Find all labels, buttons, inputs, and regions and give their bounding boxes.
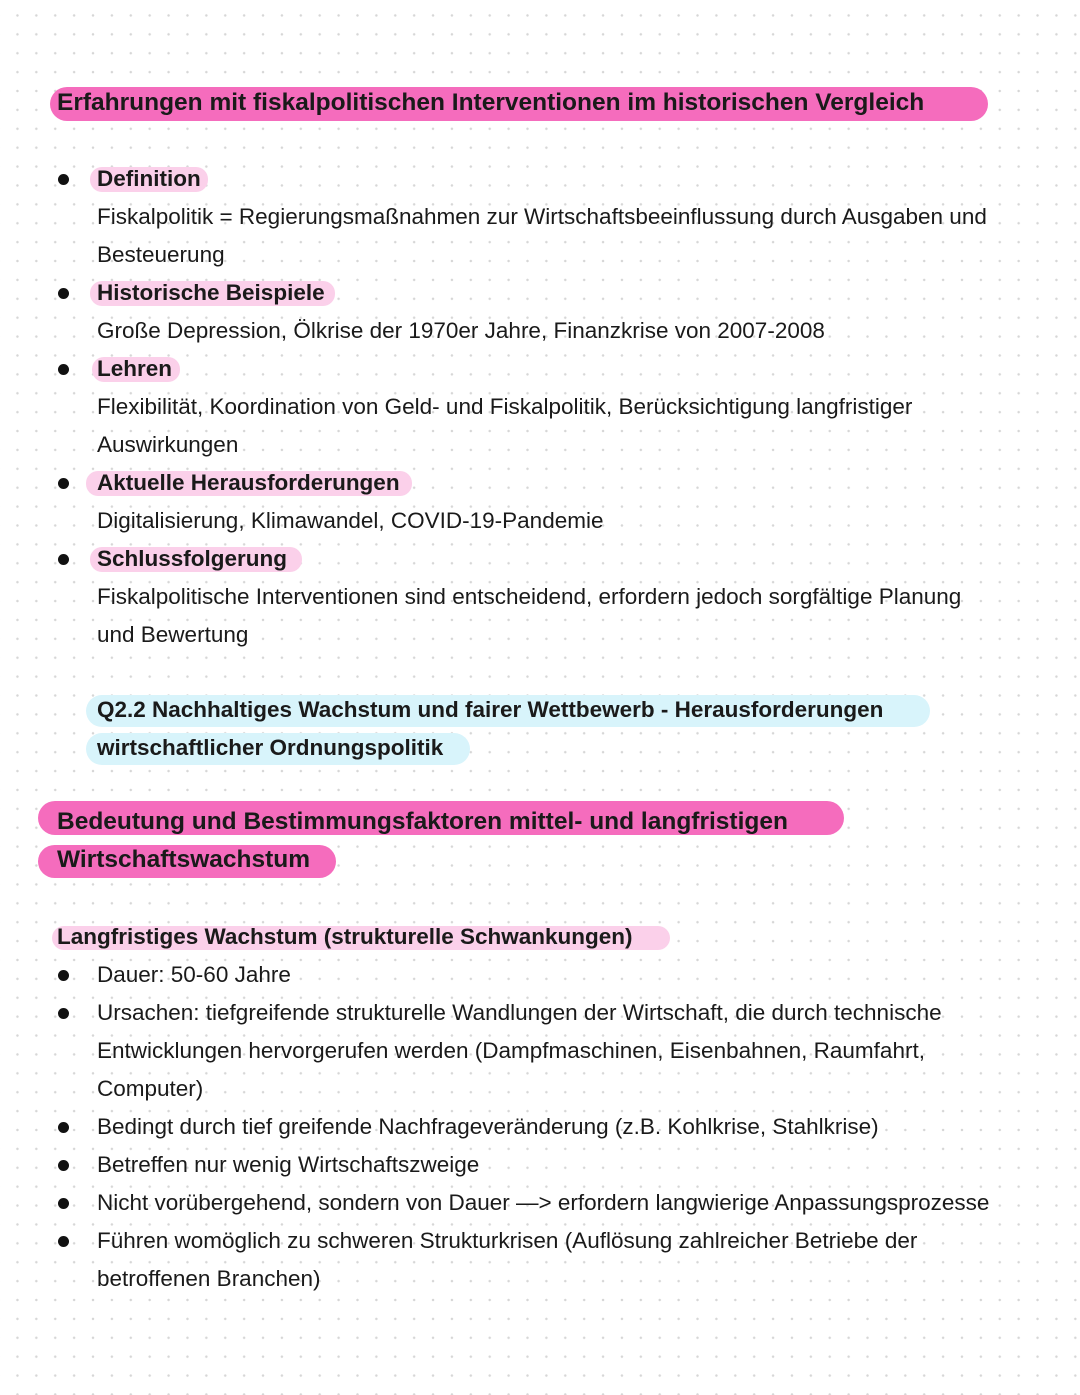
bullet-dot	[58, 478, 69, 489]
bullet-dot	[58, 1236, 69, 1247]
item-heading-definition: Definition	[97, 166, 201, 191]
item-text: Fiskalpolitik = Regierungsmaßnahmen zur Wirtschaftsbeeinflussung durch Ausgaben und	[97, 204, 987, 229]
section2-title: Bedeutung und Bestimmungsfaktoren mittel- und langfristigen	[57, 808, 788, 835]
item-text: Auswirkungen	[97, 432, 239, 457]
bullet-text: Computer)	[97, 1076, 204, 1101]
bullet-dot	[58, 1008, 69, 1019]
bullet-text: Bedingt durch tief greifende Nachfrageveränderung (z.B. Kohlkrise, Stahlkrise)	[97, 1114, 879, 1139]
item-heading-historische-beispiele: Historische Beispiele	[97, 280, 325, 305]
bullet-text: Nicht vorübergehend, sondern von Dauer —> erfordern langwierige Anpassungsprozesse	[97, 1190, 990, 1215]
item-text: Große Depression, Ölkrise der 1970er Jahre, Finanzkrise von 2007-2008	[97, 318, 825, 343]
bullet-dot	[58, 364, 69, 375]
bullet-text: Ursachen: tiefgreifende strukturelle Wandlungen der Wirtschaft, die durch technische	[97, 1000, 942, 1025]
bullet-dot	[58, 1198, 69, 1209]
bullet-dot	[58, 970, 69, 981]
subheading: Langfristiges Wachstum (strukturelle Schwankungen)	[57, 924, 633, 949]
bullet-dot	[58, 288, 69, 299]
item-text: Flexibilität, Koordination von Geld- und Fiskalpolitik, Berücksichtigung langfristiger	[97, 394, 913, 419]
item-text: Digitalisierung, Klimawandel, COVID-19-Pandemie	[97, 508, 604, 533]
section1-title: Erfahrungen mit fiskalpolitischen Interventionen im historischen Vergleich	[57, 89, 925, 116]
item-text: und Bewertung	[97, 622, 249, 647]
item-text: Fiskalpolitische Interventionen sind entscheidend, erfordern jedoch sorgfältige Planung	[97, 584, 962, 609]
bullet-text: Betreffen nur wenig Wirtschaftszweige	[97, 1152, 480, 1177]
bullet-dot	[58, 1122, 69, 1133]
bullet-dot	[58, 174, 69, 185]
bullet-text: Entwicklungen hervorgerufen werden (Dampfmaschinen, Eisenbahnen, Raumfahrt,	[97, 1038, 925, 1063]
bullet-dot	[58, 1160, 69, 1171]
item-heading-schlussfolgerung: Schlussfolgerung	[97, 546, 288, 571]
item-text: Besteuerung	[97, 242, 225, 267]
chapter-title: wirtschaftlicher Ordnungspolitik	[97, 735, 444, 760]
item-heading-aktuelle-herausforderungen: Aktuelle Herausforderungen	[97, 470, 400, 495]
bullet-text: Führen womöglich zu schweren Strukturkrisen (Auflösung zahlreicher Betriebe der	[97, 1228, 918, 1253]
bullet-text: betroffenen Branchen)	[97, 1266, 321, 1291]
bullet-dot	[58, 554, 69, 565]
bullet-text: Dauer: 50-60 Jahre	[97, 962, 291, 987]
section2-title: Wirtschaftswachstum	[57, 846, 311, 873]
item-heading-lehren: Lehren	[97, 356, 173, 381]
chapter-title: Q2.2 Nachhaltiges Wachstum und fairer Wettbewerb - Herausforderungen	[97, 697, 884, 722]
